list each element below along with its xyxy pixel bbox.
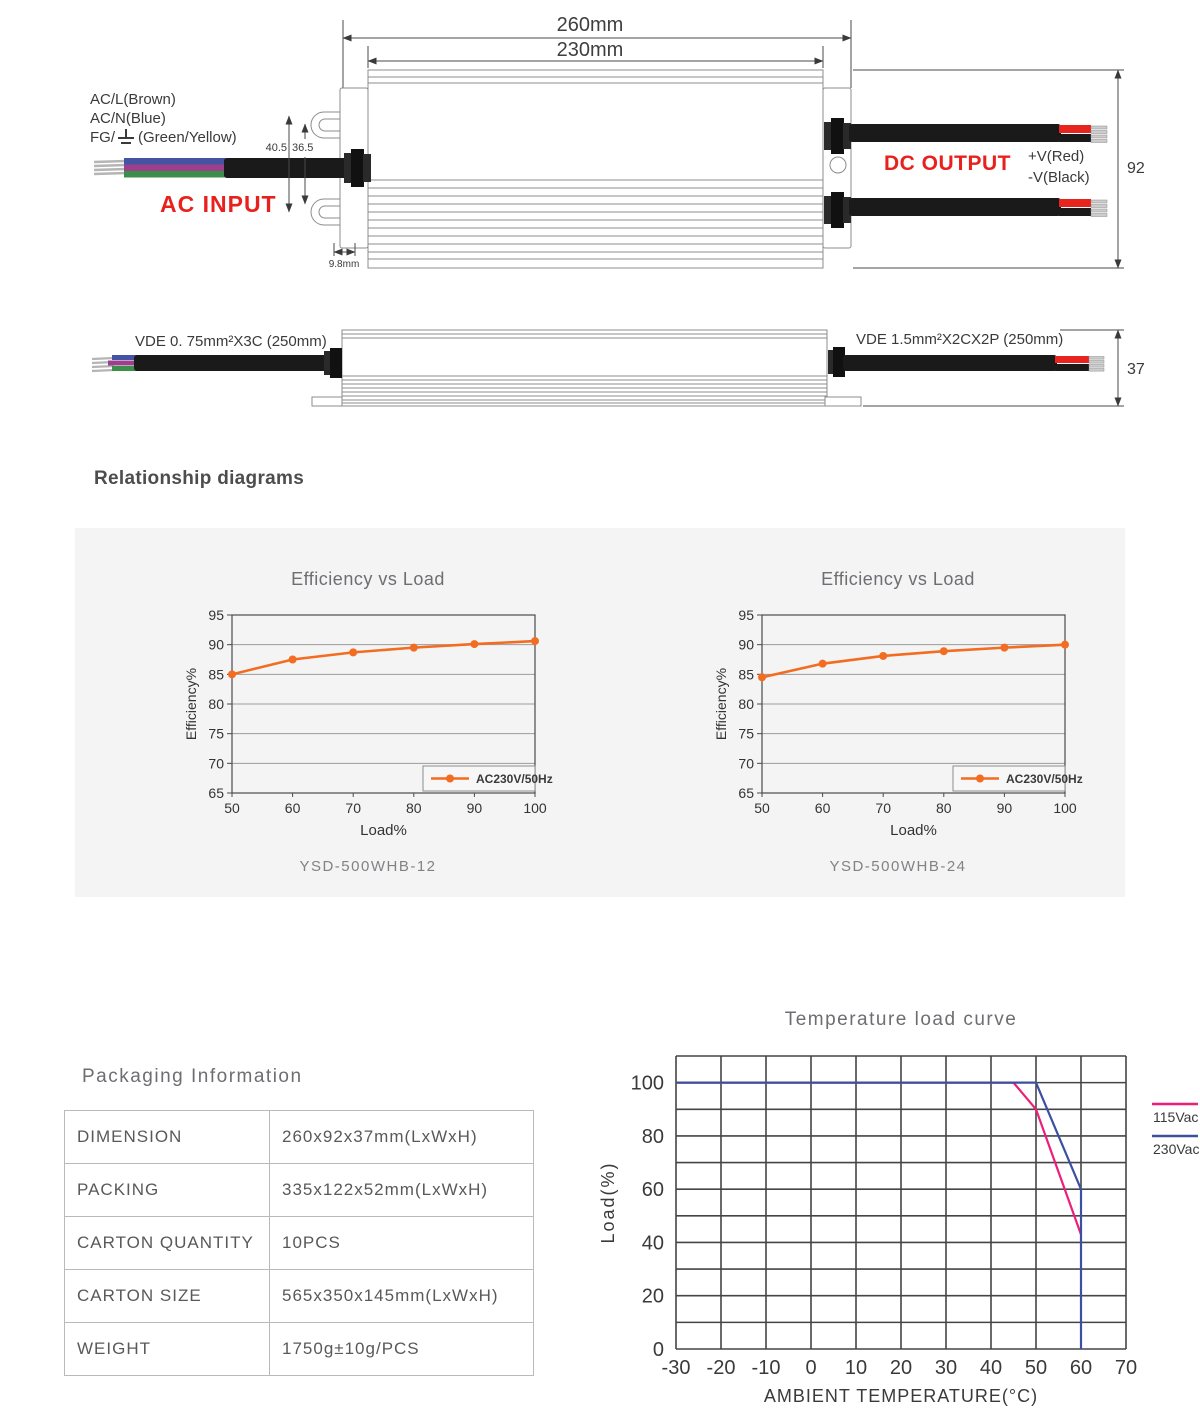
data-point [289,656,297,664]
data-point [819,660,827,668]
vde-input-label: VDE 0. 75mm²X3C (250mm) [135,333,327,350]
x-tick-label: 100 [1053,800,1077,816]
fg-label-prefix: FG/ [90,129,115,146]
table-cell-value: 1750g±10g/PCS [270,1323,534,1376]
mechanical-drawing [0,0,1200,460]
y-tick-label: 75 [208,725,224,742]
x-tick-label: 0 [805,1357,817,1379]
table-row [65,1164,534,1217]
y-tick-label: 0 [652,1339,664,1361]
y-tick-label: 65 [208,785,224,801]
section-title-packaging: Packaging Information [82,1066,303,1087]
dimension-230mm [368,39,823,68]
ac-wire-labels [90,91,237,146]
legend-marker [976,775,984,783]
x-tick-label: 60 [284,800,301,816]
dc-cable-2 [824,192,1107,228]
ac-wire-blue [124,158,226,165]
dim-37-label: 37 [1127,361,1145,378]
dim-9-8-label: 9.8mm [328,259,360,270]
table-cell-value: 10PCS [270,1217,534,1270]
table-cell-label: PACKING [65,1164,270,1217]
y-tick-label: 70 [208,755,224,772]
y-tick-label: 80 [208,696,224,712]
y-tick-label: 80 [738,696,754,712]
y-axis-label: Efficiency% [713,667,729,741]
table-row [65,1111,534,1164]
x-tick-label: 90 [466,800,483,816]
chart-title: Efficiency vs Load [291,569,445,589]
data-point [1061,641,1069,649]
x-axis-label: Load% [890,822,937,839]
legend-label-230Vac: 230Vac [1153,1141,1200,1157]
x-tick-label: -10 [751,1357,781,1379]
side-dc-cable [828,347,1104,377]
efficiency-chart-24 [630,545,1100,880]
data-point [349,648,357,656]
x-tick-label: -30 [661,1357,691,1379]
x-axis-label: AMBIENT TEMPERATURE(°C) [763,1386,1039,1406]
y-tick-label: 100 [630,1072,664,1095]
series-line [232,641,535,674]
x-tick-label: 10 [844,1357,868,1379]
packaging-table [64,1110,534,1376]
legend-marker [446,775,454,783]
y-tick-label: 40 [641,1232,664,1255]
series-line [762,645,1065,678]
dim-36-label: 36.5 [292,142,314,154]
table-cell-value: 260x92x37mm(LxWxH) [270,1111,534,1164]
dc-minus-label: -V(Black) [1028,169,1090,186]
section-title-relationship: Relationship diagrams [94,468,305,489]
dc-wire-red [1059,199,1091,207]
dim-260-label: 260mm [556,14,624,36]
x-tick-label: 100 [523,800,547,816]
series-line-115Vac [676,1083,1081,1235]
table-cell-label: CARTON SIZE [65,1270,270,1323]
y-tick-label: 65 [738,785,754,801]
x-tick-label: 70 [345,800,361,816]
dim-230-label: 230mm [556,39,624,61]
data-point [470,640,478,648]
dc-output-label: DC OUTPUT [884,152,1011,175]
x-tick-label: 20 [889,1357,913,1379]
y-tick-label: 90 [208,636,224,653]
ac-input-label: AC INPUT [160,191,277,217]
model-label: YSD-500WHB-12 [299,858,437,875]
dim-92-label: 92 [1127,160,1145,177]
y-tick-label: 85 [208,666,224,683]
y-tick-label: 20 [641,1285,664,1308]
ground-icon [118,129,134,143]
ac-l-label: AC/L(Brown) [90,91,176,108]
table-cell-label: WEIGHT [65,1323,270,1376]
x-tick-label: 50 [754,800,770,816]
x-tick-label: 70 [1114,1357,1138,1379]
vde-output-label: VDE 1.5mm²X2CX2P (250mm) [856,331,1064,348]
dc-wire-red [1059,125,1091,133]
x-tick-label: 60 [1069,1357,1093,1379]
efficiency-chart-12 [100,545,570,880]
table-cell-label: DIMENSION [65,1111,270,1164]
dc-wire-red [1055,356,1089,363]
x-axis-label: Load% [360,822,407,839]
y-tick-label: 85 [738,666,754,683]
fg-label-suffix: (Green/Yellow) [138,129,237,146]
data-point [879,652,887,660]
data-point [1000,644,1008,652]
temperature-load-chart [560,990,1200,1419]
x-tick-label: 80 [406,800,422,816]
legend-label: AC230V/50Hz [1006,772,1083,786]
x-tick-label: 80 [936,800,952,816]
data-point [228,670,236,678]
chart-title: Efficiency vs Load [821,569,975,589]
top-view-body [368,70,823,268]
right-bracket-foot [825,397,861,406]
dc-wire-black [1059,134,1091,142]
x-tick-label: 40 [979,1357,1003,1379]
chart-title: Temperature load curve [784,1009,1018,1030]
dc-wire-black [1055,364,1089,371]
table-row [65,1270,534,1323]
y-tick-label: 70 [738,755,754,772]
model-label: YSD-500WHB-24 [829,858,967,875]
data-point [940,647,948,655]
ac-cable [94,149,371,187]
legend-label-115Vac: 115Vac [1153,1109,1199,1125]
ac-n-label: AC/N(Blue) [90,110,166,127]
y-axis-label: Load(%) [598,1161,618,1244]
y-tick-label: 90 [738,636,754,653]
data-point [531,637,539,645]
y-axis-label: Efficiency% [183,667,199,741]
ac-wire-green [124,171,226,178]
x-tick-label: 60 [814,800,831,816]
x-tick-label: 50 [1024,1357,1048,1379]
table-row [65,1323,534,1376]
y-tick-label: 80 [641,1125,664,1148]
screw-hole [830,157,846,173]
table-cell-label: CARTON QUANTITY [65,1217,270,1270]
left-bracket-foot [312,397,342,406]
data-point [410,644,418,652]
ac-wire-brown [124,165,226,172]
y-tick-label: 95 [208,607,224,623]
table-row [65,1217,534,1270]
dc-plus-label: +V(Red) [1028,148,1085,165]
side-view-body [312,330,861,406]
data-point [758,673,766,681]
x-tick-label: 70 [875,800,891,816]
y-tick-label: 95 [738,607,754,623]
dc-wire-black [1059,208,1091,216]
x-tick-label: 90 [996,800,1013,816]
table-cell-value: 565x350x145mm(LxWxH) [270,1270,534,1323]
ac-cable-jacket [224,158,352,178]
dim-40-label: 40.5 [265,142,287,154]
table-cell-value: 335x122x52mm(LxWxH) [270,1164,534,1217]
legend-label: AC230V/50Hz [476,772,553,786]
side-ac-cable [92,348,342,378]
x-tick-label: 30 [934,1357,958,1379]
x-tick-label: 50 [224,800,240,816]
y-tick-label: 75 [738,725,754,742]
y-tick-label: 60 [641,1179,664,1202]
x-tick-label: -20 [706,1357,736,1379]
